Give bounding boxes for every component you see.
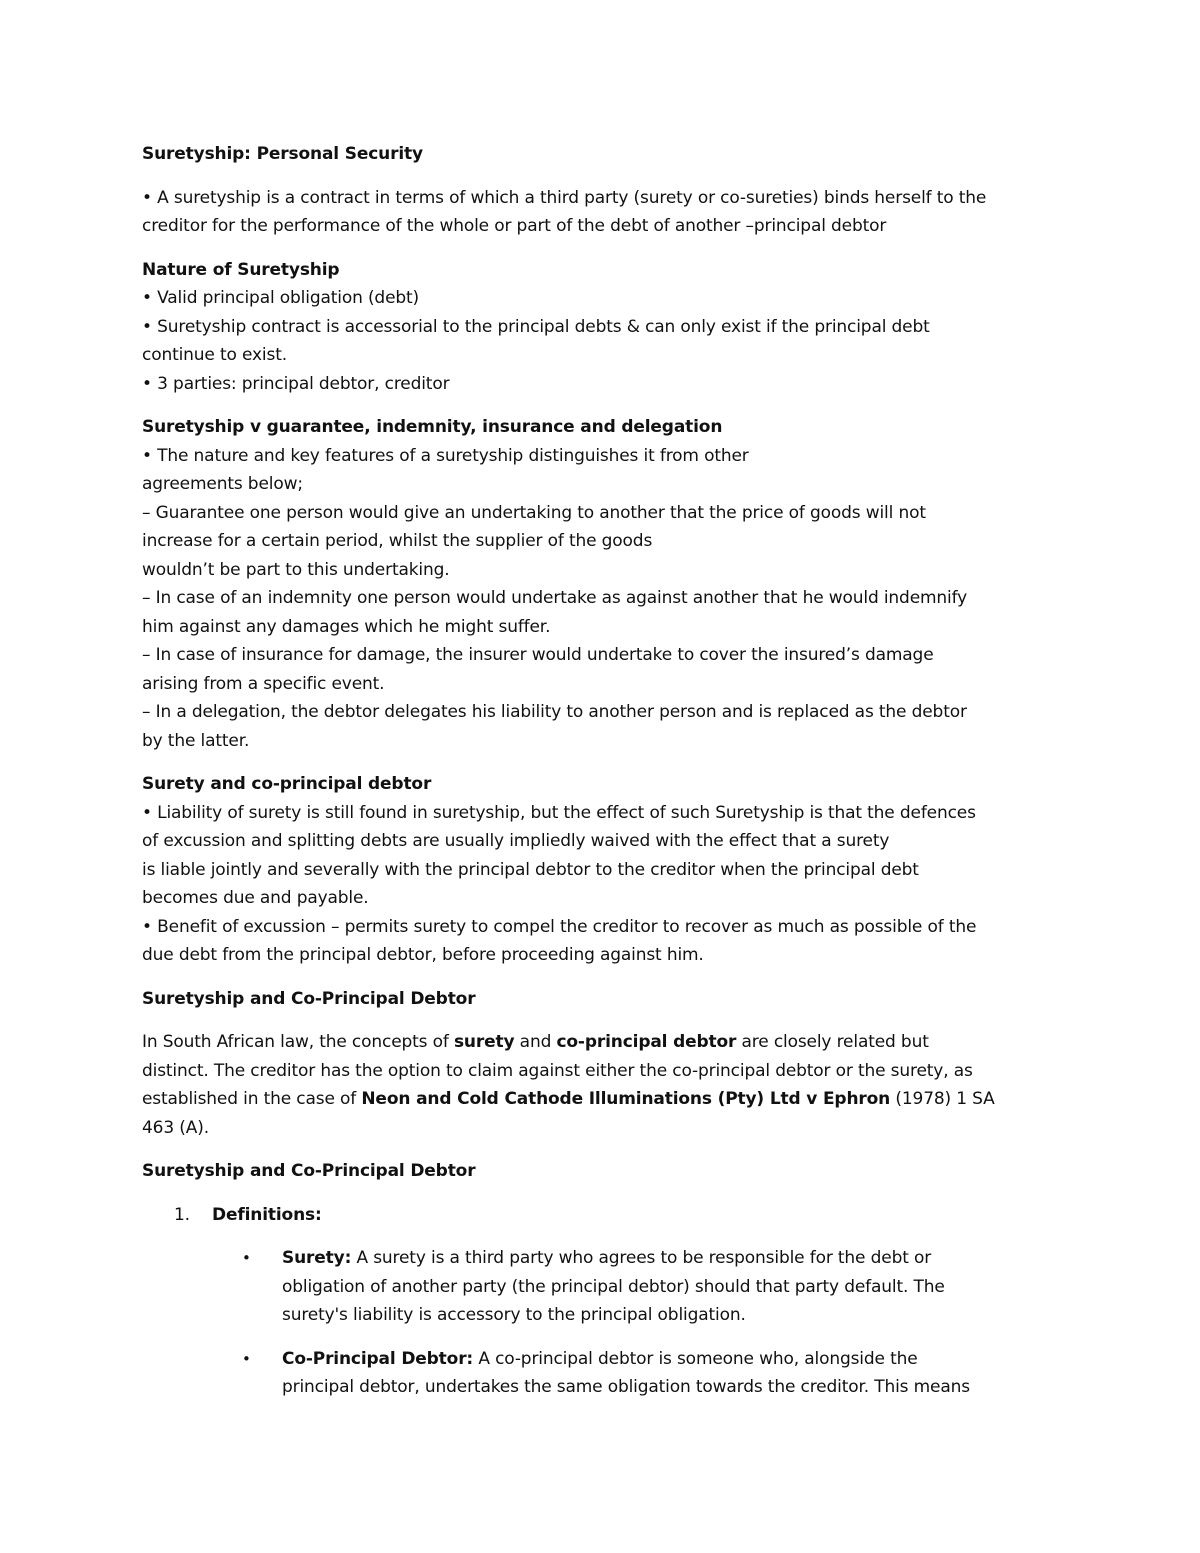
section-heading-co-principal: Surety and co-principal debtor [142, 774, 432, 794]
bold-term: co-principal debtor [556, 1032, 737, 1052]
list-label: Definitions: [212, 1204, 322, 1225]
bullet-icon: • [242, 1349, 251, 1368]
text-line: – In case of insurance for damage, the insurer would undertake to cover the insured’s damage [142, 645, 934, 665]
text-line: • Benefit of excussion – permits surety to compel the creditor to recover as much as possible of the [142, 916, 977, 937]
text-line [142, 1085, 1072, 1114]
nature-paragraph [142, 284, 1072, 398]
text-line: distinct. The creditor has the option to claim against either the co-principal debtor or the surety, as [142, 1060, 973, 1081]
text-line: of excussion and splitting debts are usually impliedly waived with the effect that a surety [142, 831, 890, 851]
document-title: Suretyship: Personal Security [142, 144, 423, 164]
bullet-item-surety [242, 1244, 1072, 1330]
text-line: is liable jointly and severally with the principal debtor to the creditor when the principal debt [142, 859, 919, 880]
bold-term: surety [453, 1032, 515, 1052]
text-line: wouldn’t be part to this undertaking. [142, 559, 450, 580]
text-line: 463 (A). [142, 1117, 209, 1138]
section-heading-versus: Suretyship v guarantee, indemnity, insurance and delegation [142, 417, 723, 437]
text-run: In South African law, the concepts of [142, 1032, 454, 1052]
text-line: • A suretyship is a contract in terms of which a third party (surety or co-sureties) binds herself to the [142, 187, 987, 208]
text-line: arising from a specific event. [142, 673, 385, 694]
intro-paragraph [142, 184, 1072, 241]
text-run: are closely related but [736, 1032, 929, 1052]
bullet-item-co-principal-debtor [242, 1345, 1072, 1402]
text-line: continue to exist. [142, 345, 287, 365]
bold-term: Surety: [282, 1248, 352, 1268]
co-principal-paragraph [142, 799, 1072, 970]
text-line: • Liability of surety is still found in suretyship, but the effect of such Suretyship is that the defences [142, 802, 976, 823]
text-line: • 3 parties: principal debtor, creditor [142, 373, 450, 394]
section-heading-nature: Nature of Suretyship [142, 259, 340, 280]
text-run: A co-principal debtor is someone who, alongside the [473, 1348, 918, 1369]
text-line [282, 1244, 1072, 1273]
text-line: due debt from the principal debtor, before proceeding against him. [142, 945, 704, 965]
list-number: 1. [174, 1204, 190, 1225]
text-line [282, 1345, 1072, 1374]
text-line: principal debtor, undertakes the same obligation towards the creditor. This means [282, 1377, 970, 1397]
text-line: increase for a certain period, whilst the supplier of the goods [142, 531, 653, 551]
text-line: – In case of an indemnity one person would undertake as against another that he would indemnify [142, 588, 968, 608]
text-line: • Suretyship contract is accessorial to the principal debts & can only exist if the principal debt [142, 316, 930, 337]
text-line: – Guarantee one person would give an undertaking to another that the price of goods will not [142, 502, 926, 523]
text-line: by the latter. [142, 730, 250, 751]
text-line: surety's liability is accessory to the principal obligation. [282, 1305, 746, 1325]
text-line: him against any damages which he might suffer. [142, 616, 551, 637]
text-line: creditor for the performance of the whole or part of the debt of another –principal debtor [142, 216, 887, 236]
text-run: established in the case of [142, 1089, 362, 1109]
south-african-law-paragraph [142, 1028, 1072, 1142]
text-line: • Valid principal obligation (debt) [142, 288, 420, 308]
text-line: – In a delegation, the debtor delegates his liability to another person and is replaced as the debtor [142, 702, 967, 722]
text-run: and [514, 1032, 557, 1052]
case-citation: Neon and Cold Cathode Illuminations (Pty) Ltd v Ephron [361, 1089, 891, 1109]
text-run: (1978) 1 SA [890, 1089, 995, 1109]
section-heading-suretyship-copd-2: Suretyship and Co-Principal Debtor [142, 1161, 476, 1181]
section-heading-suretyship-copd: Suretyship and Co-Principal Debtor [142, 988, 476, 1009]
text-line: • The nature and key features of a suretyship distinguishes it from other [142, 445, 749, 466]
versus-paragraph [142, 442, 1072, 756]
text-line: agreements below; [142, 474, 303, 494]
text-line: obligation of another party (the principal debtor) should that party default. The [282, 1276, 945, 1297]
bullet-body [282, 1244, 1072, 1330]
bullet-icon: • [242, 1249, 251, 1267]
document-page [142, 140, 1072, 1402]
bold-term: Co-Principal Debtor: [282, 1348, 474, 1369]
text-line: becomes due and payable. [142, 888, 369, 908]
text-run: A surety is a third party who agrees to be responsible for the debt or [351, 1248, 932, 1268]
numbered-item-definitions [174, 1201, 1072, 1230]
text-line [142, 1028, 1072, 1057]
bullet-body [282, 1345, 1072, 1402]
